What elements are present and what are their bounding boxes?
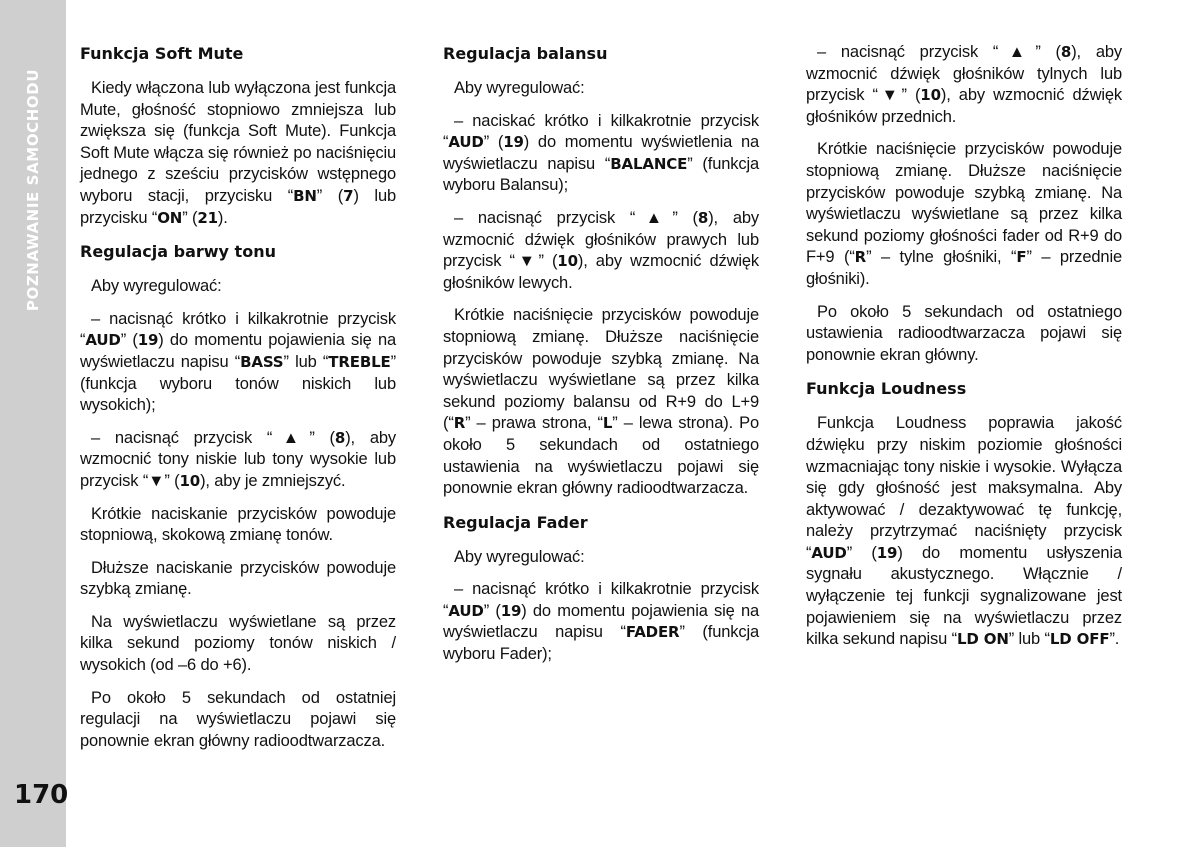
bold-term: 10: [179, 471, 201, 490]
bold-term: BALANCE: [610, 154, 688, 173]
bold-term: 7: [343, 186, 354, 205]
body-paragraph: – nacisnąć przycisk “▲” (8), aby wzmocnić dźwięk głośników prawych lub przycisk “▼” (10), aby wzmocnić dźwięk głośników lewych.: [443, 208, 759, 292]
bold-term: BN: [293, 186, 317, 205]
body-paragraph: – nacisnąć przycisk “▲” (8), aby wzmocnić dźwięk głośników tylnych lub przycisk “▼” (10), aby wzmocnić dźwięk głośników przednich.: [806, 43, 1122, 126]
bold-term: BASS: [240, 352, 284, 371]
bold-term: F: [1016, 248, 1027, 267]
bold-term: R: [453, 414, 466, 433]
body-paragraph: – nacisnąć przycisk “▲” (8), aby wzmocnić tony niskie lub tony wysokie lub przycisk “▼” (10), aby je zmniejszyć.: [80, 428, 396, 490]
body-paragraph: Funkcja Loudness poprawia jakość dźwięku przy niskim poziomie głośności wzmacniając tony niskie i wysokie. Wyłącza się gdy głośność jest maksymalna. Aby aktywować / dezaktywować tę funkcję, należy przytrzymać naciśnięty przycisk “AUD” (19) do momentu usłyszenia sygnału akustycznego. Włącznie / wyłączenie tej funkcji sygnalizowane jest pojawieniem się na wyświetlaczu przez kilka sekund napisu “LD ON” lub “LD OFF”.: [806, 414, 1122, 649]
body-paragraph: Krótkie naciskanie przycisków powoduje stopniową, skokową zmianę tonów.: [80, 504, 396, 545]
bold-term: AUD: [85, 331, 121, 350]
bold-term: 10: [920, 86, 941, 105]
bold-term: 8: [1060, 43, 1072, 61]
section-heading: Regulacja balansu: [443, 44, 608, 63]
bold-term: LD ON: [956, 630, 1009, 649]
body-paragraph: – nacisnąć krótko i kilkakrotnie przycisk “AUD” (19) do momentu pojawienia się na wyświetlaczu napisu “BASS” lub “TREBLE” (funkcja wyboru tonów niskich lub wysokich);: [80, 309, 397, 415]
bold-term: 19: [503, 133, 524, 152]
bold-term: AUD: [811, 543, 847, 562]
body-paragraph: Aby wyregulować:: [91, 277, 222, 296]
body-paragraph: Po około 5 sekundach od ostatniej regulacji na wyświetlaczu pojawi się ponownie ekran główny radioodtwarzacza.: [80, 688, 396, 750]
body-paragraph: Kiedy włączona lub wyłączona jest funkcja Mute, głośność stopniowo zmniejsza lub zwiększa się (funkcja Soft Mute). Funkcja Soft Mute włącza się również po naciśnięciu jednego z sześciu przycisków wstępnego wyboru stacji, przycisku “BN” (7) lub przycisku “ON” (21).: [80, 79, 396, 227]
body-paragraph: Aby wyregulować:: [454, 547, 585, 566]
body-paragraph: Na wyświetlaczu wyświetlane są przez kilka sekund poziomy tonów niskich / wysokich (od –6 do +6).: [80, 612, 396, 675]
body-paragraph: Po około 5 sekundach od ostatniego ustawienia radioodtwarzacza pojawi się ponownie ekran główny.: [806, 302, 1122, 364]
body-paragraph: – naciskać krótko i kilkakrotnie przycisk “AUD” (19) do momentu wyświetlenia na wyświetlaczu napisu “BALANCE” (funkcja wyboru Balansu);: [443, 111, 759, 195]
bold-term: 10: [557, 252, 578, 271]
body-paragraph: Aby wyregulować:: [454, 79, 585, 97]
bold-term: R: [854, 248, 867, 267]
bold-term: TREBLE: [328, 352, 391, 371]
bold-term: 8: [697, 208, 709, 227]
bold-term: 19: [876, 543, 898, 562]
body-paragraph: Krótkie naciśnięcie przycisków powoduje stopniową zmianę. Dłuższe naciśnięcie przycisków powoduje szybką zmianę. Na wyświetlaczu wyświetlane są przez kilka sekund poziomy głośności fader od R+9 do F+9 (“R” – tylne głośniki, “F” – przednie głośniki).: [806, 140, 1122, 288]
section-heading: Regulacja barwy tonu: [80, 242, 276, 262]
bold-term: AUD: [448, 133, 484, 152]
section-heading: Funkcja Loudness: [806, 379, 967, 399]
body-paragraph: Krótkie naciśnięcie przycisków powoduje stopniową zmianę. Dłuższe naciśnięcie przycisków powoduje szybką zmianę. Na wyświetlaczu wyświetlane są przez kilka sekund poziomy balansu od R+9 do L+9 (“R” – prawa strona, “L” – lewa strona). Po około 5 sekundach od ostatniego ustawienia na wyświetlaczu pojawi się ponownie ekran główny radioodtwarzacza.: [443, 306, 759, 498]
section-title: POZNAWANIE SAMOCHODU: [24, 68, 42, 312]
bold-term: AUD: [448, 601, 484, 620]
bold-term: 19: [137, 331, 159, 350]
bold-term: L: [602, 414, 613, 433]
section-heading: Regulacja Fader: [443, 512, 588, 532]
bold-term: FADER: [625, 623, 680, 642]
bold-term: LD OFF: [1049, 630, 1110, 649]
bold-term: 8: [334, 428, 346, 447]
text-column-1: [80, 42, 396, 763]
body-paragraph: – nacisnąć krótko i kilkakrotnie przycisk “AUD” (19) do momentu pojawienia się na wyświetlaczu napisu “FADER” (funkcja wyboru Fader);: [443, 580, 760, 664]
bold-term: 19: [500, 601, 522, 620]
bold-term: ON: [157, 208, 183, 227]
body-paragraph: Dłuższe naciskanie przycisków powoduje szybką zmianę.: [80, 558, 396, 599]
page-number: 170: [14, 780, 69, 810]
text-column-2: [443, 42, 759, 677]
text-column-3: [806, 42, 1122, 662]
section-sidebar: [0, 0, 69, 847]
bold-term: 21: [197, 208, 218, 227]
section-heading: Funkcja Soft Mute: [80, 44, 244, 63]
